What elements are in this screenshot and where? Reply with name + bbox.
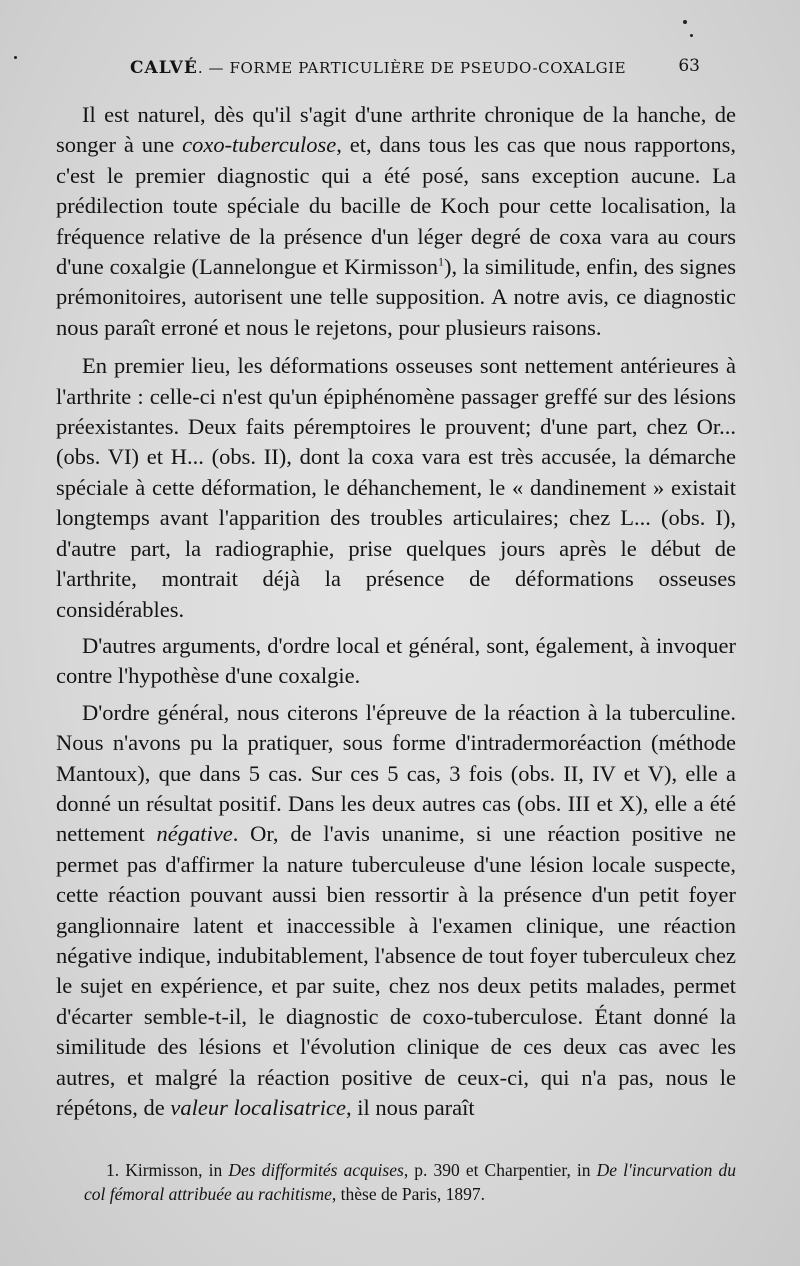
print-speck [683, 20, 687, 24]
text-run: D'ordre général, nous citerons l'épreuve de la réaction à la tuberculine. Nous n'avons pu la pratiquer, sous forme d'intradermoréaction (méthode Mantoux), que dans 5 cas. Sur ces 5 cas, 3 fois (obs. II, IV et V), elle a donné un résultat positif. Dans les deux autres cas (obs. III et X), elle a été nettement [56, 699, 736, 847]
text-run: En premier lieu, les déformations osseuses sont nettement antérieures à l'arthrite : celle-ci n'est qu'un épiphénomène passager greffé sur des lésions préexistantes. Deux faits péremptoires le prouvent; d'une part, chez Or... (obs. VI) et H... (obs. II), dont la coxa vara est très accusée, la démarche spéciale à cette déformation, le déhanchement, le « dandinement » existait longtemps avant l'apparition des troubles articulaires; chez L... (obs. I), d'autre part, la radiographie, prise quelques jours après le début de l'arthrite, montrait déjà la présence de déformations osseuses considérables. [56, 353, 736, 622]
body-text [56, 100, 736, 1129]
paragraph [56, 631, 736, 692]
text-run: . Or, de l'avis unanime, si une réaction positive ne permet pas d'affirmer la nature tuberculeuse d'une lésion locale suspecte, cette réaction pouvant aussi bien ressortir à la présence d'un petit foyer ganglionnaire latent et inaccessible à l'examen clinique, une réaction négative indique, indubitablement, l'absence de tout foyer tuberculeux chez le sujet en expérience, et par suite, chez nos deux petits malades, permet d'écarter semble-t-il, le diagnostic de coxo-tuberculose. Étant donné la similitude des lésions et l'évolution clinique de ces deux cas avec les autres, et malgré la réaction positive de ceux-ci, qui n'a pas, nous le répétons, de [56, 821, 736, 1120]
text-run: D'autres arguments, d'ordre local et général, sont, également, à invoquer contre l'hypothèse d'une coxalgie. [56, 632, 736, 689]
paragraph [56, 351, 736, 625]
text-run: 1. Kirmisson, in [106, 1159, 229, 1180]
italic-text: négative [156, 821, 233, 847]
paragraph [56, 100, 736, 343]
paragraph [56, 698, 736, 1124]
text-run: ), la similitude, enfin, des signes prémonitoires, autorisent une telle supposition. A notre avis, ce diagnostic nous paraît erroné et nous le rejetons, pour plusieurs raisons. [56, 254, 736, 340]
italic-text: valeur localisatrice [170, 1095, 346, 1120]
page-number: 63 [678, 56, 700, 76]
running-head-separator: . — [197, 59, 230, 77]
footnote-marker: 1 [438, 254, 445, 269]
italic-text: coxo-tuberculose [182, 132, 337, 158]
italic-text: Des difformités acquises [228, 1159, 404, 1180]
page-header [130, 56, 700, 82]
footnote [84, 1158, 736, 1206]
print-speck [14, 56, 17, 59]
italic-text: De l'incurvation du col fémoral attribuée au rachitisme [84, 1159, 736, 1204]
print-speck [690, 34, 693, 37]
text-run: Il est naturel, dès qu'il s'agit d'une arthrite chronique de la hanche, de songer à une [56, 102, 736, 158]
text-run: , et, dans tous les cas que nous rapportons, c'est le premier diagnostic qui a été posé, sans exception aucune. La prédilection toute spéciale du bacille de Koch pour cette localisation, la fréquence relative de la présence d'un léger degré de coxa vara au cours d'une coxalgie (Lannelongue et Kirmisson [56, 132, 736, 280]
running-head-author: CALVÉ [130, 58, 198, 78]
text-run: , il nous paraît [345, 1095, 475, 1120]
running-head [130, 58, 626, 78]
text-run: , thèse de Paris, 1897. [331, 1183, 485, 1204]
running-head-title: FORME PARTICULIÈRE DE PSEUDO-COXALGIE [229, 59, 627, 77]
text-run: , p. 390 et Charpentier, in [403, 1159, 597, 1180]
